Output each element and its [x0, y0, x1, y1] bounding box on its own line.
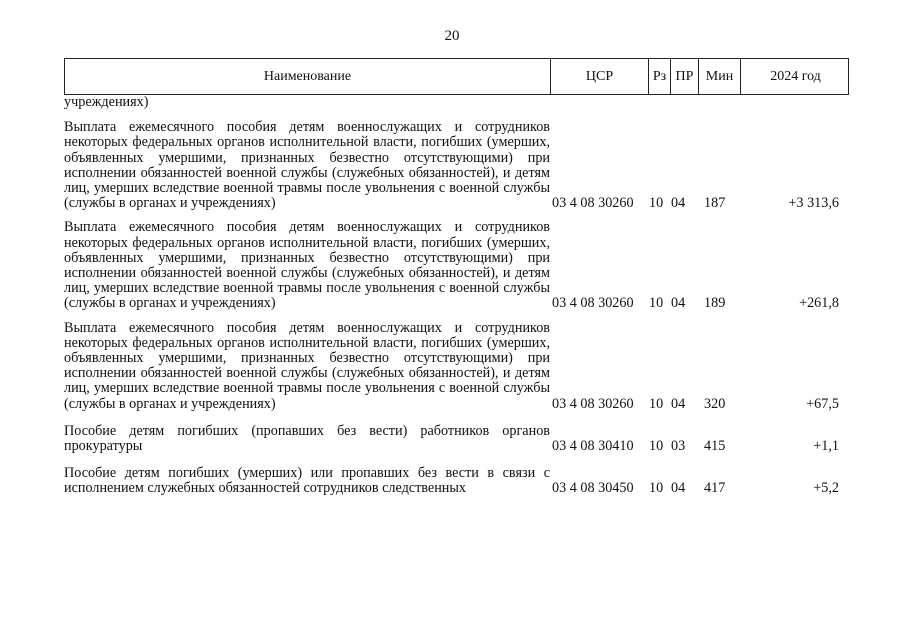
row-name: Пособие детям погибших (умерших) или пропавших без вести в связи с исполнением служебных обязанностей сотрудников следственных [64, 465, 550, 497]
row-min: 417 [704, 480, 726, 497]
header-csr: ЦСР [551, 59, 649, 94]
row-min: 415 [704, 438, 726, 455]
row-name: Выплата ежемесячного пособия детям военнослужащих и сотрудников некоторых федеральных органов исполнительной власти, погибших (умерших, объявленных умершими, признанных безвестно отсутствующими) при исполнении обязанностей военной службы (служебных обязанностей), и детям лиц, умерших вследствие военной травмы после увольнения с военной службы (службы в органах и учреждениях) [64, 219, 550, 312]
row-csr: 03 4 08 30410 [552, 438, 634, 455]
row-name: Выплата ежемесячного пособия детям военнослужащих и сотрудников некоторых федеральных органов исполнительной власти, погибших (умерших, объявленных умершими, признанных безвестно отсутствующими) при исполнении обязанностей военной службы (служебных обязанностей), и детям лиц, умерших вследствие военной травмы после увольнения с военной службы (службы в органах и учреждениях) [64, 319, 550, 412]
row-min: 320 [704, 395, 726, 412]
row-rz: 10 [649, 195, 664, 212]
row-csr: 03 4 08 30260 [552, 295, 634, 312]
row-min: 187 [704, 195, 726, 212]
row-rz: 10 [649, 395, 664, 412]
page-number: 20 [444, 28, 460, 44]
table-row [64, 466, 849, 496]
row-name: учреждениях) [64, 94, 149, 110]
row-pr: 04 [671, 195, 686, 212]
row-csr: 03 4 08 30260 [552, 195, 634, 212]
row-pr: 03 [671, 438, 686, 455]
row-value: +5,2 [813, 480, 839, 497]
header-rz: Рз [649, 59, 671, 94]
table-row [64, 120, 849, 211]
header-year: 2024 год [770, 68, 821, 84]
row-pr: 04 [671, 480, 686, 497]
row-value: +261,8 [799, 295, 839, 312]
row-pr: 04 [671, 295, 686, 312]
row-name: Выплата ежемесячного пособия детям военнослужащих и сотрудников некоторых федеральных органов исполнительной власти, погибших (умерших, объявленных умершими, признанных безвестно отсутствующими) при исполнении обязанностей военной службы (служебных обязанностей), и детям лиц, умерших вследствие военной травмы после увольнения с военной службы (службы в органах и учреждениях) [64, 119, 550, 212]
row-value: +1,1 [813, 438, 839, 455]
table-row [64, 220, 849, 311]
table-body [64, 95, 849, 497]
row-value: +3 313,6 [788, 195, 839, 212]
row-min: 189 [704, 295, 726, 312]
row-rz: 10 [649, 480, 664, 497]
table-row [64, 95, 849, 110]
header-name: Наименование [65, 59, 551, 94]
row-value: +67,5 [806, 395, 839, 412]
row-rz: 10 [649, 295, 664, 312]
row-csr: 03 4 08 30260 [552, 395, 634, 412]
row-name: Пособие детям погибших (пропавших без вести) работников органов прокуратуры [64, 422, 550, 455]
row-csr: 03 4 08 30450 [552, 480, 634, 497]
table-header [64, 58, 849, 95]
row-pr: 04 [671, 395, 686, 412]
row-rz: 10 [649, 438, 664, 455]
header-pr: ПР [671, 59, 699, 94]
table-row [64, 424, 849, 454]
header-min: Мин [699, 59, 741, 94]
table-row [64, 321, 849, 412]
